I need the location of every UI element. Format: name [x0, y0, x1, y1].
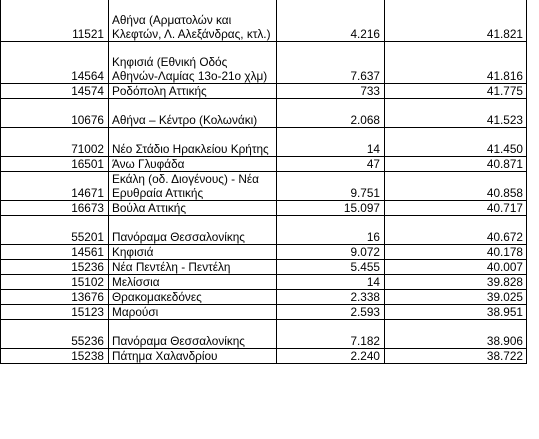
table-row	[1, 275, 527, 290]
table-row	[1, 320, 527, 349]
area-name-cell: Ροδόπολη Αττικής	[109, 84, 277, 99]
value-cell: 39.025	[385, 290, 527, 305]
area-name-cell: Βούλα Αττικής	[109, 201, 277, 216]
count-cell: 9.751	[277, 172, 385, 201]
table-row	[1, 260, 527, 275]
area-name-cell: Αθήνα – Κέντρο (Κολωνάκι)	[109, 99, 277, 128]
value-cell: 40.871	[385, 157, 527, 172]
area-name-cell: Εκάλη (οδ. Διογένους) - Νέα Ερυθραία Αττικής	[109, 172, 277, 201]
postal-code-cell: 15102	[1, 275, 109, 290]
area-name-cell: Αθήνα (Αρματολών και Κλεφτών, Λ. Αλεξάνδρας, κτλ.)	[109, 0, 277, 42]
postal-code-cell: 71002	[1, 128, 109, 157]
count-cell: 47	[277, 157, 385, 172]
table-row	[1, 305, 527, 320]
area-name-cell: Θρακομακεδόνες	[109, 290, 277, 305]
count-cell: 5.455	[277, 260, 385, 275]
table-row	[1, 172, 527, 201]
value-cell: 39.828	[385, 275, 527, 290]
table-row	[1, 157, 527, 172]
postal-code-cell: 14574	[1, 84, 109, 99]
table-row	[1, 42, 527, 84]
postal-code-cell: 16501	[1, 157, 109, 172]
table-row	[1, 290, 527, 305]
value-cell: 41.775	[385, 84, 527, 99]
postal-code-cell: 55236	[1, 320, 109, 349]
value-cell: 40.717	[385, 201, 527, 216]
postal-code-cell: 14564	[1, 42, 109, 84]
postal-code-cell: 15123	[1, 305, 109, 320]
table-row	[1, 216, 527, 245]
value-cell: 41.450	[385, 128, 527, 157]
value-cell: 41.816	[385, 42, 527, 84]
area-name-cell: Μελίσσια	[109, 275, 277, 290]
count-cell: 2.338	[277, 290, 385, 305]
area-name-cell: Κηφισιά (Εθνική Οδός Αθηνών-Λαμίας 13ο-21ο χλμ)	[109, 42, 277, 84]
table-row	[1, 349, 527, 364]
table-row	[1, 245, 527, 260]
postal-code-cell: 14561	[1, 245, 109, 260]
postal-code-cell: 10676	[1, 99, 109, 128]
count-cell: 2.068	[277, 99, 385, 128]
table-row	[1, 0, 527, 42]
postal-code-cell: 13676	[1, 290, 109, 305]
value-cell: 38.906	[385, 320, 527, 349]
postal-code-cell: 15236	[1, 260, 109, 275]
postal-code-cell: 15238	[1, 349, 109, 364]
value-cell: 40.007	[385, 260, 527, 275]
value-cell: 38.951	[385, 305, 527, 320]
count-cell: 14	[277, 128, 385, 157]
count-cell: 2.593	[277, 305, 385, 320]
area-name-cell: Νέα Πεντέλη - Πεντέλη	[109, 260, 277, 275]
value-cell: 40.178	[385, 245, 527, 260]
table-row	[1, 84, 527, 99]
value-cell: 41.821	[385, 0, 527, 42]
area-name-cell: Νέο Στάδιο Ηρακλείου Κρήτης	[109, 128, 277, 157]
count-cell: 7.637	[277, 42, 385, 84]
postal-code-cell: 55201	[1, 216, 109, 245]
postal-code-cell: 16673	[1, 201, 109, 216]
area-name-cell: Πάτημα Χαλανδρίου	[109, 349, 277, 364]
area-name-cell: Μαρούσι	[109, 305, 277, 320]
postal-code-cell: 11521	[1, 0, 109, 42]
count-cell: 4.216	[277, 0, 385, 42]
value-cell: 40.858	[385, 172, 527, 201]
area-name-cell: Άνω Γλυφάδα	[109, 157, 277, 172]
area-name-cell: Κηφισιά	[109, 245, 277, 260]
count-cell: 14	[277, 275, 385, 290]
table-body	[1, 0, 527, 364]
count-cell: 16	[277, 216, 385, 245]
table-row	[1, 99, 527, 128]
postal-code-cell: 14671	[1, 172, 109, 201]
count-cell: 2.240	[277, 349, 385, 364]
value-cell: 38.722	[385, 349, 527, 364]
table-row	[1, 128, 527, 157]
count-cell: 7.182	[277, 320, 385, 349]
value-cell: 41.523	[385, 99, 527, 128]
count-cell: 733	[277, 84, 385, 99]
area-name-cell: Πανόραμα Θεσσαλονίκης	[109, 320, 277, 349]
count-cell: 15.097	[277, 201, 385, 216]
value-cell: 40.672	[385, 216, 527, 245]
count-cell: 9.072	[277, 245, 385, 260]
table-row	[1, 201, 527, 216]
area-name-cell: Πανόραμα Θεσσαλονίκης	[109, 216, 277, 245]
